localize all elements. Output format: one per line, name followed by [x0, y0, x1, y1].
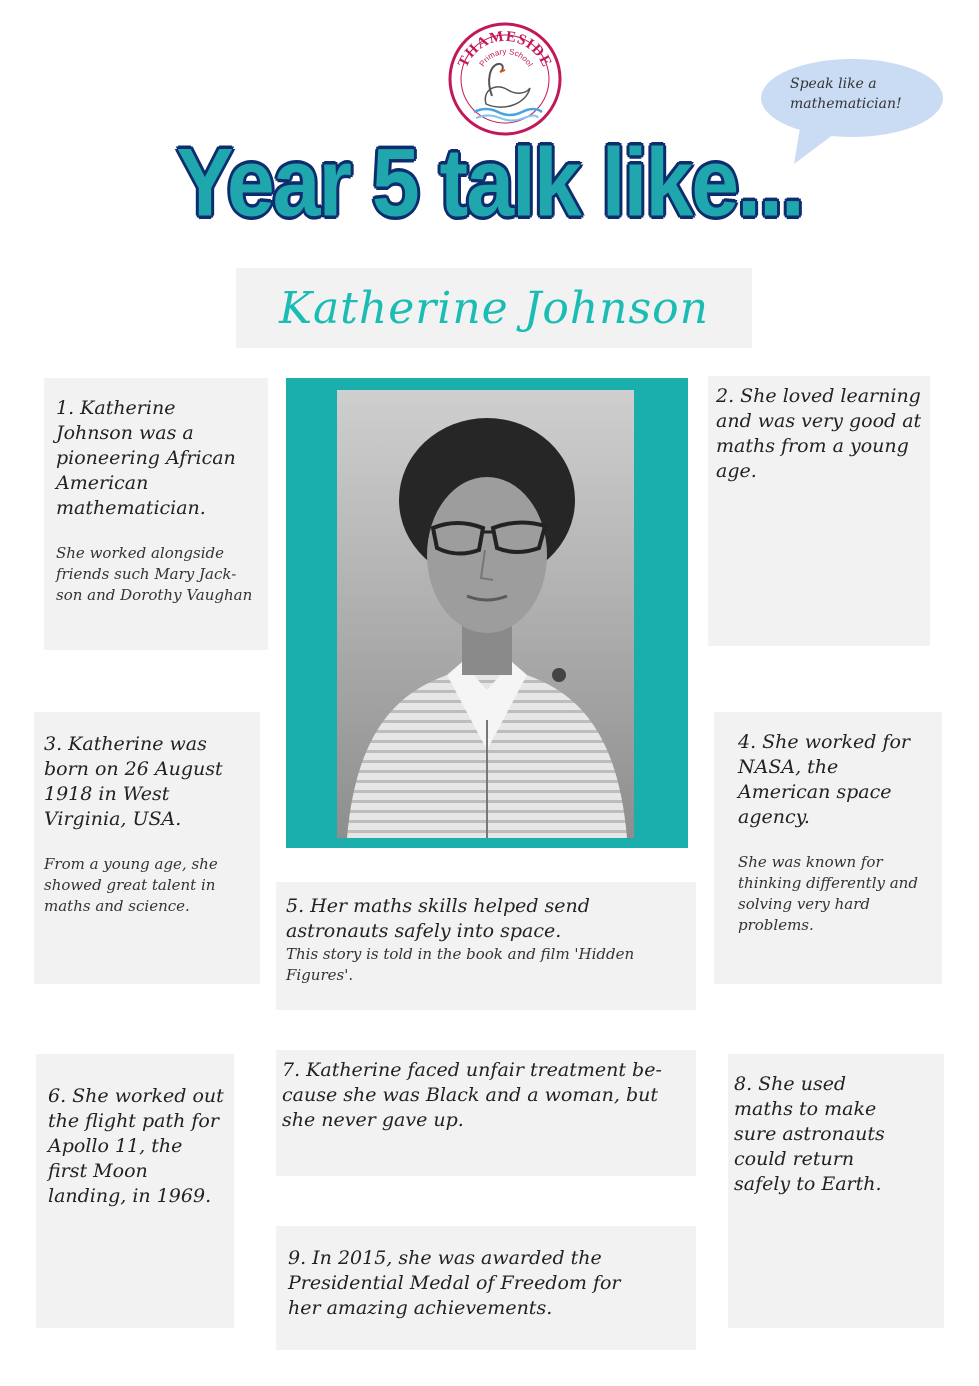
logo-school-subtitle: Primary School: [477, 46, 535, 69]
fact-card-5: [276, 882, 696, 1010]
fact-card-4: [714, 712, 942, 984]
fact-card-9-heading: 9. In 2015, she was awarded the Presidential Medal of Freedom for her amazing achievements.: [288, 1247, 621, 1319]
fact-card-3: [34, 712, 260, 984]
fact-card-5-detail: This story is told in the book and film 'Hidden Figures'.: [286, 945, 635, 984]
fact-card-1-detail: She worked alongside friends such Mary Jack-son and Dorothy Vaughan: [56, 544, 253, 604]
fact-card-1-heading: 1. Katherine Johnson was a pioneering African American mathematician.: [56, 397, 236, 519]
subject-name-banner: [236, 268, 752, 348]
fact-card-8-heading: 8. She used maths to make sure astronauts could return safely to Earth.: [734, 1073, 885, 1195]
fact-card-7-heading: 7. Katherine faced unfair treatment be-cause she was Black and a woman, but she never gave up.: [282, 1059, 662, 1131]
fact-card-6: [36, 1054, 234, 1328]
fact-card-7: [276, 1050, 696, 1176]
page-title: Year 5 talk like...: [176, 129, 803, 237]
school-logo: [446, 20, 564, 138]
fact-card-6-heading: 6. She worked out the flight path for Apollo 11, the first Moon landing, in 1969.: [48, 1085, 224, 1207]
fact-card-4-heading: 4. She worked for NASA, the American space agency.: [738, 731, 911, 828]
fact-card-2-heading: 2. She loved learning and was very good at maths from a young age.: [716, 385, 922, 482]
subject-name: Katherine Johnson: [279, 282, 709, 334]
fact-card-1: [44, 378, 268, 650]
fact-card-3-heading: 3. Katherine was born on 26 August 1918 in West Virginia, USA.: [44, 733, 223, 830]
fact-card-9: [276, 1226, 696, 1350]
fact-card-4-detail: She was known for thinking differently and solving very hard problems.: [738, 853, 918, 934]
fact-card-8: [728, 1054, 944, 1328]
fact-card-2: [708, 376, 930, 646]
fact-card-3-detail: From a young age, she showed great talent in maths and science.: [44, 855, 218, 915]
fact-card-5-heading: 5. Her maths skills helped send astronauts safely into space.: [286, 895, 590, 942]
speech-bubble-text: Speak like a mathematician!: [790, 76, 902, 112]
logo-school-name: THAMESIDE: [455, 28, 555, 71]
portrait-photo: [337, 390, 634, 838]
